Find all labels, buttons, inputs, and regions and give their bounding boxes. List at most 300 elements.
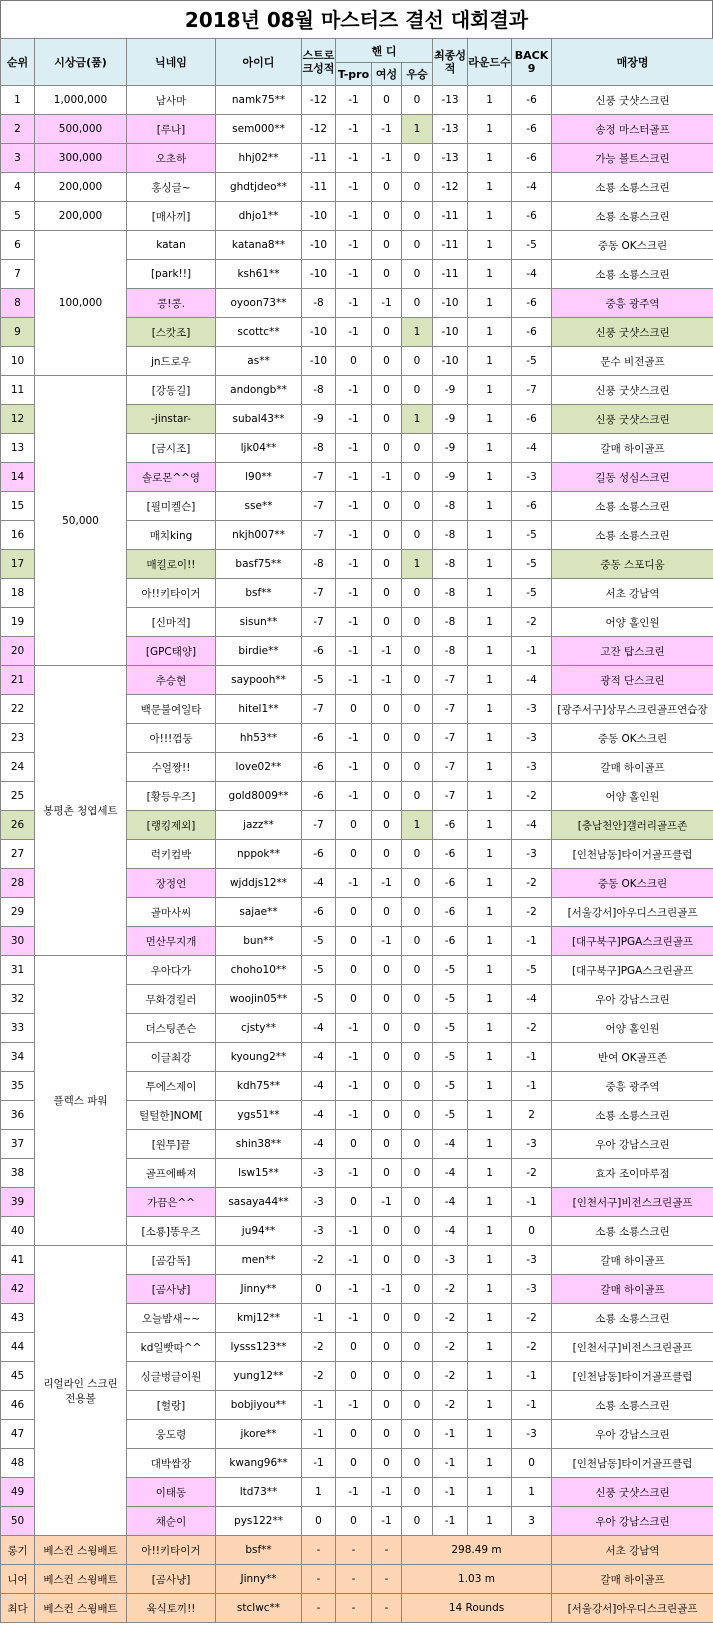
back9-cell: -3 bbox=[512, 1246, 552, 1275]
tpro-cell: -1 bbox=[336, 463, 372, 492]
award-type-cell: 롱기 bbox=[1, 1536, 35, 1565]
stroke-cell: -10 bbox=[302, 231, 336, 260]
nickname-cell: [park!!] bbox=[127, 260, 216, 289]
nickname-cell: [곰사냥] bbox=[127, 1275, 216, 1304]
id-cell: andongb** bbox=[216, 376, 302, 405]
stroke-cell: 0 bbox=[302, 1507, 336, 1536]
final-cell: -10 bbox=[433, 318, 468, 347]
stroke-cell: -8 bbox=[302, 376, 336, 405]
store-cell: 중흥 광주역 bbox=[552, 289, 713, 318]
win-cell: 0 bbox=[402, 202, 433, 231]
stroke-cell: -6 bbox=[302, 840, 336, 869]
store-cell: [인천남동]타이거골프클럽 bbox=[552, 1449, 713, 1478]
tpro-cell: -1 bbox=[336, 521, 372, 550]
stroke-cell: -7 bbox=[302, 695, 336, 724]
store-cell: 신풍 굿샷스크린 bbox=[552, 376, 713, 405]
prize-cell: 200,000 bbox=[35, 202, 127, 231]
award-row bbox=[1, 1594, 713, 1623]
col-rounds: 라운드수 bbox=[468, 39, 512, 86]
final-cell: -7 bbox=[433, 753, 468, 782]
tpro-cell: -1 bbox=[336, 202, 372, 231]
final-cell: -7 bbox=[433, 666, 468, 695]
female-cell: 0 bbox=[372, 695, 402, 724]
id-cell: bobjiyou** bbox=[216, 1391, 302, 1420]
nickname-cell: 솔로몬^^영 bbox=[127, 463, 216, 492]
nickname-cell: [스캇조] bbox=[127, 318, 216, 347]
rounds-cell: 1 bbox=[468, 521, 512, 550]
rank-cell: 40 bbox=[1, 1217, 35, 1246]
tpro-cell: -1 bbox=[336, 753, 372, 782]
back9-cell: -1 bbox=[512, 1188, 552, 1217]
tpro-cell: 0 bbox=[336, 840, 372, 869]
final-cell: -1 bbox=[433, 1478, 468, 1507]
rank-cell: 41 bbox=[1, 1246, 35, 1275]
nickname-cell: 매킬로이!! bbox=[127, 550, 216, 579]
win-cell: 0 bbox=[402, 927, 433, 956]
back9-cell: -6 bbox=[512, 144, 552, 173]
stroke-cell: -5 bbox=[302, 666, 336, 695]
rounds-cell: 1 bbox=[468, 1507, 512, 1536]
rank-cell: 13 bbox=[1, 434, 35, 463]
nickname-cell: [루나] bbox=[127, 115, 216, 144]
store-cell: 신풍 굿샷스크린 bbox=[552, 86, 713, 115]
final-cell: -8 bbox=[433, 637, 468, 666]
award-result-cell: 1.03 m bbox=[402, 1565, 552, 1594]
nickname-cell: 홍싱글~ bbox=[127, 173, 216, 202]
store-cell: [인천남동]타이거골프클럽 bbox=[552, 1362, 713, 1391]
win-cell: 0 bbox=[402, 86, 433, 115]
id-cell: sisun** bbox=[216, 608, 302, 637]
nickname-cell: [신마적] bbox=[127, 608, 216, 637]
prize-cell: 500,000 bbox=[35, 115, 127, 144]
store-cell: 우아 강남스크린 bbox=[552, 1130, 713, 1159]
rounds-cell: 1 bbox=[468, 231, 512, 260]
female-cell: 0 bbox=[372, 1391, 402, 1420]
id-cell: woojin05** bbox=[216, 985, 302, 1014]
stroke-cell: -3 bbox=[302, 1159, 336, 1188]
rounds-cell: 1 bbox=[468, 1420, 512, 1449]
nickname-cell: 웅도령 bbox=[127, 1420, 216, 1449]
tpro-cell: -1 bbox=[336, 492, 372, 521]
female-cell: 0 bbox=[372, 231, 402, 260]
final-cell: -10 bbox=[433, 347, 468, 376]
female-cell: -1 bbox=[372, 869, 402, 898]
store-cell: [인천남동]타이거골프클럽 bbox=[552, 840, 713, 869]
store-cell: 우아 강남스크린 bbox=[552, 1420, 713, 1449]
rounds-cell: 1 bbox=[468, 463, 512, 492]
results-body bbox=[1, 86, 713, 1536]
prize-cell: 봉평촌 청엽세트 bbox=[35, 666, 127, 956]
rank-cell: 39 bbox=[1, 1188, 35, 1217]
rank-cell: 50 bbox=[1, 1507, 35, 1536]
tpro-cell: -1 bbox=[336, 260, 372, 289]
rounds-cell: 1 bbox=[468, 637, 512, 666]
rank-cell: 24 bbox=[1, 753, 35, 782]
rounds-cell: 1 bbox=[468, 405, 512, 434]
tpro-cell: 0 bbox=[336, 347, 372, 376]
win-cell: 0 bbox=[402, 521, 433, 550]
rank-cell: 34 bbox=[1, 1043, 35, 1072]
female-cell: -1 bbox=[372, 1188, 402, 1217]
rank-cell: 47 bbox=[1, 1420, 35, 1449]
award-dash-cell: - bbox=[336, 1594, 372, 1623]
tpro-cell: -1 bbox=[336, 869, 372, 898]
nickname-cell: 우아다가 bbox=[127, 956, 216, 985]
win-cell: 0 bbox=[402, 376, 433, 405]
id-cell: jazz** bbox=[216, 811, 302, 840]
award-nickname-cell: 아!!키타이거 bbox=[127, 1536, 216, 1565]
prize-cell: 1,000,000 bbox=[35, 86, 127, 115]
store-cell: 소룡 소룡스크린 bbox=[552, 1101, 713, 1130]
tpro-cell: -1 bbox=[336, 579, 372, 608]
female-cell: 0 bbox=[372, 202, 402, 231]
stroke-cell: -10 bbox=[302, 260, 336, 289]
rounds-cell: 1 bbox=[468, 1072, 512, 1101]
nickname-cell: 오늘밤새~~ bbox=[127, 1304, 216, 1333]
win-cell: 0 bbox=[402, 1072, 433, 1101]
rounds-cell: 1 bbox=[468, 289, 512, 318]
stroke-cell: -5 bbox=[302, 927, 336, 956]
store-cell: 길동 성심스크린 bbox=[552, 463, 713, 492]
tpro-cell: 0 bbox=[336, 927, 372, 956]
award-row bbox=[1, 1565, 713, 1594]
final-cell: -8 bbox=[433, 608, 468, 637]
table-row bbox=[1, 115, 713, 144]
store-cell: 우아 강남스크린 bbox=[552, 1507, 713, 1536]
tpro-cell: -1 bbox=[336, 231, 372, 260]
award-result-cell: 14 Rounds bbox=[402, 1594, 552, 1623]
stroke-cell: -1 bbox=[302, 1420, 336, 1449]
final-cell: -7 bbox=[433, 695, 468, 724]
rounds-cell: 1 bbox=[468, 144, 512, 173]
stroke-cell: -11 bbox=[302, 144, 336, 173]
rounds-cell: 1 bbox=[468, 927, 512, 956]
id-cell: birdie** bbox=[216, 637, 302, 666]
rounds-cell: 1 bbox=[468, 782, 512, 811]
stroke-cell: -8 bbox=[302, 289, 336, 318]
award-id-cell: Jinny** bbox=[216, 1565, 302, 1594]
store-cell: 반여 OK골프존 bbox=[552, 1043, 713, 1072]
back9-cell: -6 bbox=[512, 289, 552, 318]
rounds-cell: 1 bbox=[468, 1246, 512, 1275]
rank-cell: 38 bbox=[1, 1159, 35, 1188]
store-cell: 소룡 소룡스크린 bbox=[552, 173, 713, 202]
nickname-cell: 아!!!껌둥 bbox=[127, 724, 216, 753]
rounds-cell: 1 bbox=[468, 1043, 512, 1072]
back9-cell: 1 bbox=[512, 1478, 552, 1507]
rank-cell: 19 bbox=[1, 608, 35, 637]
win-cell: 0 bbox=[402, 753, 433, 782]
nickname-cell: 더스팅존슨 bbox=[127, 1014, 216, 1043]
rank-cell: 8 bbox=[1, 289, 35, 318]
rank-cell: 23 bbox=[1, 724, 35, 753]
final-cell: -13 bbox=[433, 115, 468, 144]
table-row bbox=[1, 231, 713, 260]
final-cell: -8 bbox=[433, 579, 468, 608]
id-cell: kdh75** bbox=[216, 1072, 302, 1101]
tpro-cell: 0 bbox=[336, 956, 372, 985]
win-cell: 0 bbox=[402, 782, 433, 811]
col-female: 여성 bbox=[372, 63, 402, 86]
stroke-cell: -4 bbox=[302, 1043, 336, 1072]
female-cell: 0 bbox=[372, 434, 402, 463]
id-cell: jkore** bbox=[216, 1420, 302, 1449]
win-cell: 0 bbox=[402, 1391, 433, 1420]
stroke-cell: -6 bbox=[302, 637, 336, 666]
stroke-cell: -6 bbox=[302, 898, 336, 927]
back9-cell: -5 bbox=[512, 347, 552, 376]
win-cell: 0 bbox=[402, 260, 433, 289]
stroke-cell: -7 bbox=[302, 463, 336, 492]
store-cell: 소룡 소룡스크린 bbox=[552, 202, 713, 231]
rank-cell: 48 bbox=[1, 1449, 35, 1478]
win-cell: 0 bbox=[402, 956, 433, 985]
female-cell: 0 bbox=[372, 608, 402, 637]
stroke-cell: -3 bbox=[302, 1217, 336, 1246]
female-cell: 0 bbox=[372, 1420, 402, 1449]
win-cell: 0 bbox=[402, 1304, 433, 1333]
id-cell: l90** bbox=[216, 463, 302, 492]
rounds-cell: 1 bbox=[468, 1014, 512, 1043]
store-cell: [인천서구]비전스크린골프 bbox=[552, 1188, 713, 1217]
rank-cell: 18 bbox=[1, 579, 35, 608]
award-dash-cell: - bbox=[336, 1536, 372, 1565]
female-cell: 0 bbox=[372, 173, 402, 202]
id-cell: sasaya44** bbox=[216, 1188, 302, 1217]
results-table bbox=[0, 38, 713, 1623]
tpro-cell: -1 bbox=[336, 724, 372, 753]
col-win: 우승 bbox=[402, 63, 433, 86]
award-dash-cell: - bbox=[302, 1565, 336, 1594]
store-cell: 갈매 하이골프 bbox=[552, 434, 713, 463]
tpro-cell: -1 bbox=[336, 434, 372, 463]
back9-cell: -4 bbox=[512, 260, 552, 289]
tpro-cell: -1 bbox=[336, 173, 372, 202]
award-prize-cell: 베스컨 스윙배트 bbox=[35, 1565, 127, 1594]
stroke-cell: -4 bbox=[302, 1014, 336, 1043]
final-cell: -6 bbox=[433, 840, 468, 869]
store-cell: 신풍 굿샷스크린 bbox=[552, 1478, 713, 1507]
rounds-cell: 1 bbox=[468, 579, 512, 608]
id-cell: cjsty** bbox=[216, 1014, 302, 1043]
store-cell: 중동 OK스크린 bbox=[552, 724, 713, 753]
female-cell: 0 bbox=[372, 260, 402, 289]
stroke-cell: -1 bbox=[302, 1304, 336, 1333]
store-cell: [광주서구]상무스크린골프연습장 bbox=[552, 695, 713, 724]
back9-cell: -1 bbox=[512, 1072, 552, 1101]
rounds-cell: 1 bbox=[468, 608, 512, 637]
rounds-cell: 1 bbox=[468, 666, 512, 695]
tpro-cell: -1 bbox=[336, 1043, 372, 1072]
final-cell: -8 bbox=[433, 492, 468, 521]
id-cell: ksh61** bbox=[216, 260, 302, 289]
nickname-cell: kd일빳따^^ bbox=[127, 1333, 216, 1362]
rounds-cell: 1 bbox=[468, 1391, 512, 1420]
store-cell: 중동 스포디움 bbox=[552, 550, 713, 579]
prize-cell: 200,000 bbox=[35, 173, 127, 202]
tpro-cell: -1 bbox=[336, 1072, 372, 1101]
rank-cell: 15 bbox=[1, 492, 35, 521]
rank-cell: 44 bbox=[1, 1333, 35, 1362]
win-cell: 0 bbox=[402, 985, 433, 1014]
stroke-cell: -4 bbox=[302, 1072, 336, 1101]
win-cell: 0 bbox=[402, 492, 433, 521]
rank-cell: 33 bbox=[1, 1014, 35, 1043]
back9-cell: -1 bbox=[512, 927, 552, 956]
back9-cell: -5 bbox=[512, 579, 552, 608]
award-dash-cell: - bbox=[336, 1565, 372, 1594]
stroke-cell: -5 bbox=[302, 956, 336, 985]
back9-cell: -2 bbox=[512, 869, 552, 898]
nickname-cell: [강동길] bbox=[127, 376, 216, 405]
rounds-cell: 1 bbox=[468, 869, 512, 898]
nickname-cell: [랭킹제외] bbox=[127, 811, 216, 840]
nickname-cell: 장정언 bbox=[127, 869, 216, 898]
tpro-cell: -1 bbox=[336, 1101, 372, 1130]
store-cell: 서초 강남역 bbox=[552, 579, 713, 608]
win-cell: 0 bbox=[402, 1130, 433, 1159]
table-row bbox=[1, 144, 713, 173]
back9-cell: -4 bbox=[512, 173, 552, 202]
tpro-cell: -1 bbox=[336, 1014, 372, 1043]
tpro-cell: -1 bbox=[336, 376, 372, 405]
female-cell: 0 bbox=[372, 86, 402, 115]
female-cell: 0 bbox=[372, 492, 402, 521]
award-id-cell: bsf** bbox=[216, 1536, 302, 1565]
nickname-cell: 이태동 bbox=[127, 1478, 216, 1507]
rounds-cell: 1 bbox=[468, 115, 512, 144]
back9-cell: -5 bbox=[512, 521, 552, 550]
col-nickname: 닉네임 bbox=[127, 39, 216, 86]
stroke-cell: -10 bbox=[302, 347, 336, 376]
rounds-cell: 1 bbox=[468, 898, 512, 927]
id-cell: lsw15** bbox=[216, 1159, 302, 1188]
back9-cell: -4 bbox=[512, 985, 552, 1014]
id-cell: hhj02** bbox=[216, 144, 302, 173]
tpro-cell: -1 bbox=[336, 1275, 372, 1304]
final-cell: -4 bbox=[433, 1159, 468, 1188]
back9-cell: -6 bbox=[512, 492, 552, 521]
final-cell: -5 bbox=[433, 985, 468, 1014]
nickname-cell: 골프에빠져 bbox=[127, 1159, 216, 1188]
female-cell: 0 bbox=[372, 521, 402, 550]
female-cell: 0 bbox=[372, 1072, 402, 1101]
id-cell: shin38** bbox=[216, 1130, 302, 1159]
rank-cell: 11 bbox=[1, 376, 35, 405]
final-cell: -2 bbox=[433, 1333, 468, 1362]
female-cell: 0 bbox=[372, 985, 402, 1014]
win-cell: 0 bbox=[402, 231, 433, 260]
female-cell: 0 bbox=[372, 782, 402, 811]
id-cell: as** bbox=[216, 347, 302, 376]
id-cell: sse** bbox=[216, 492, 302, 521]
win-cell: 0 bbox=[402, 1188, 433, 1217]
back9-cell: -5 bbox=[512, 550, 552, 579]
win-cell: 1 bbox=[402, 550, 433, 579]
nickname-cell: 오초하 bbox=[127, 144, 216, 173]
stroke-cell: -11 bbox=[302, 173, 336, 202]
win-cell: 1 bbox=[402, 811, 433, 840]
award-nickname-cell: 육식토끼!! bbox=[127, 1594, 216, 1623]
final-cell: -12 bbox=[433, 173, 468, 202]
tpro-cell: 0 bbox=[336, 1507, 372, 1536]
store-cell: 중흥 광주역 bbox=[552, 1072, 713, 1101]
win-cell: 0 bbox=[402, 144, 433, 173]
female-cell: 0 bbox=[372, 724, 402, 753]
win-cell: 0 bbox=[402, 666, 433, 695]
female-cell: 0 bbox=[372, 1043, 402, 1072]
id-cell: sem000** bbox=[216, 115, 302, 144]
store-cell: 신풍 굿샷스크린 bbox=[552, 318, 713, 347]
award-dash-cell: - bbox=[302, 1536, 336, 1565]
win-cell: 0 bbox=[402, 347, 433, 376]
female-cell: -1 bbox=[372, 463, 402, 492]
id-cell: nkjh007** bbox=[216, 521, 302, 550]
final-cell: -7 bbox=[433, 724, 468, 753]
rank-cell: 10 bbox=[1, 347, 35, 376]
final-cell: -5 bbox=[433, 1014, 468, 1043]
rank-cell: 22 bbox=[1, 695, 35, 724]
stroke-cell: -5 bbox=[302, 985, 336, 1014]
rounds-cell: 1 bbox=[468, 956, 512, 985]
award-row bbox=[1, 1536, 713, 1565]
win-cell: 0 bbox=[402, 1362, 433, 1391]
back9-cell: -3 bbox=[512, 753, 552, 782]
rank-cell: 49 bbox=[1, 1478, 35, 1507]
rank-cell: 42 bbox=[1, 1275, 35, 1304]
back9-cell: -3 bbox=[512, 724, 552, 753]
rounds-cell: 1 bbox=[468, 1101, 512, 1130]
stroke-cell: -6 bbox=[302, 753, 336, 782]
female-cell: 0 bbox=[372, 579, 402, 608]
id-cell: bun** bbox=[216, 927, 302, 956]
rank-cell: 2 bbox=[1, 115, 35, 144]
win-cell: 0 bbox=[402, 173, 433, 202]
female-cell: 0 bbox=[372, 1130, 402, 1159]
back9-cell: -7 bbox=[512, 376, 552, 405]
store-cell: 중동 OK스크린 bbox=[552, 231, 713, 260]
nickname-cell: 무화경킬러 bbox=[127, 985, 216, 1014]
rounds-cell: 1 bbox=[468, 1362, 512, 1391]
final-cell: -8 bbox=[433, 521, 468, 550]
final-cell: -5 bbox=[433, 1101, 468, 1130]
back9-cell: -6 bbox=[512, 405, 552, 434]
nickname-cell: 골마사씨 bbox=[127, 898, 216, 927]
final-cell: -8 bbox=[433, 550, 468, 579]
win-cell: 0 bbox=[402, 1478, 433, 1507]
tpro-cell: -1 bbox=[336, 115, 372, 144]
back9-cell: -4 bbox=[512, 434, 552, 463]
tpro-cell: -1 bbox=[336, 318, 372, 347]
nickname-cell: 백문불여일타 bbox=[127, 695, 216, 724]
id-cell: kmj12** bbox=[216, 1304, 302, 1333]
rounds-cell: 1 bbox=[468, 1304, 512, 1333]
table-row bbox=[1, 173, 713, 202]
female-cell: -1 bbox=[372, 115, 402, 144]
back9-cell: -6 bbox=[512, 318, 552, 347]
store-cell: 신풍 굿샷스크린 bbox=[552, 405, 713, 434]
store-cell: 우아 강남스크린 bbox=[552, 985, 713, 1014]
id-cell: choho10** bbox=[216, 956, 302, 985]
rank-cell: 17 bbox=[1, 550, 35, 579]
female-cell: -1 bbox=[372, 289, 402, 318]
back9-cell: -6 bbox=[512, 86, 552, 115]
rank-cell: 43 bbox=[1, 1304, 35, 1333]
tpro-cell: -1 bbox=[336, 1478, 372, 1507]
nickname-cell: -jinstar- bbox=[127, 405, 216, 434]
col-rank: 순위 bbox=[1, 39, 35, 86]
stroke-cell: -4 bbox=[302, 1130, 336, 1159]
